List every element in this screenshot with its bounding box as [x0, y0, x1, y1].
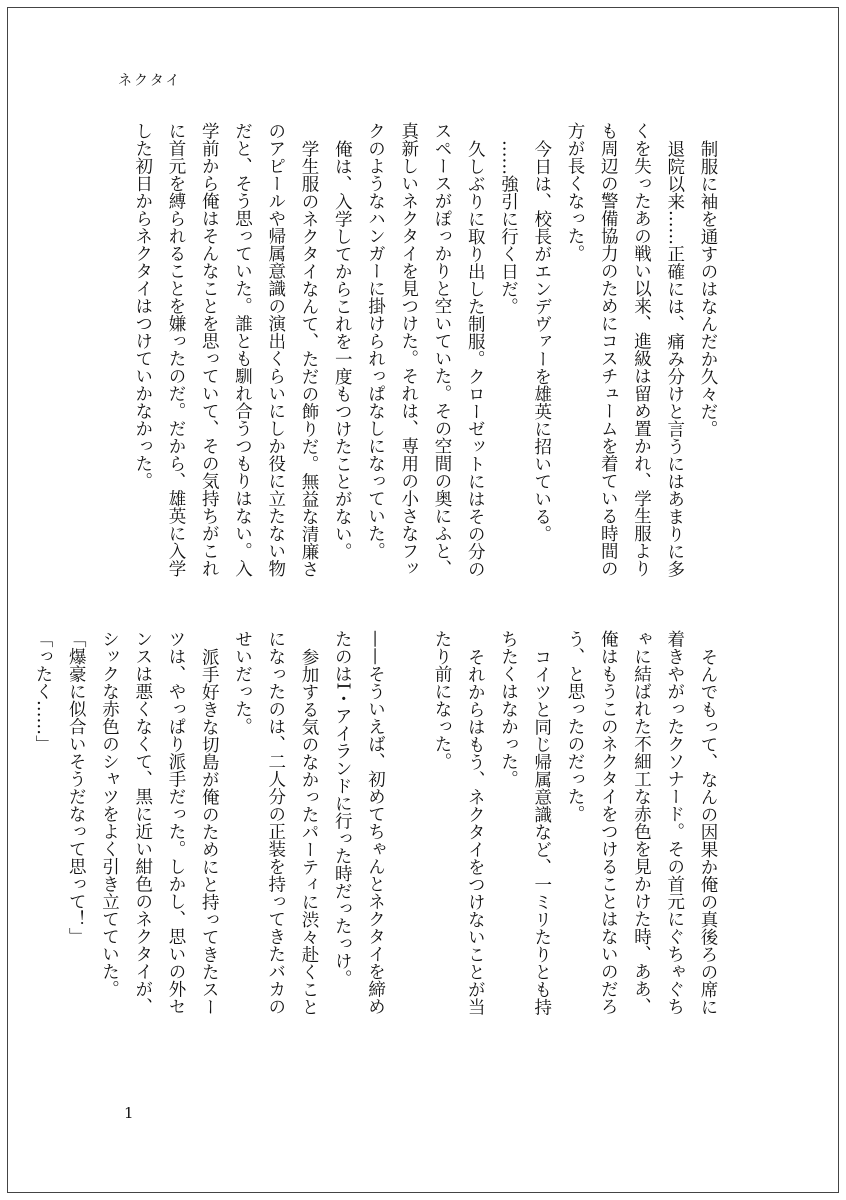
paragraph: 久しぶりに取り出した制服。クローゼットにはその分のスペースがぽっかりと空いていた。その空間の奥にふと、真新しいネクタイを見つけた。それは、専用の小さなフックのようなハンガーに掛けられっぱなしになっていた。	[365, 122, 486, 577]
paragraph: 制服に袖を通すのはなんだか久々だ。	[698, 139, 718, 437]
paragraph: 俺は、入学してからこれを一度もつけたことがない。	[332, 139, 353, 560]
upper-text-block	[112, 122, 724, 584]
paragraph: ……強引に行く日だ。	[498, 139, 519, 315]
paragraph: 今日は、校長がエンデヴァーを雄英に招いている。	[531, 139, 552, 542]
paragraph: そんでもって、なんの因果か俺の真後ろの席に着きやがったクソナード。その首元にぐちゃぐちゃに結ばれた不細工な赤色を見かけた時、ああ、俺はもうこのネクタイをつけることはないのだろう、と思ったのだった。	[565, 630, 718, 1015]
paragraph: それからはもう、ネクタイをつけないことが当たり前になった。	[432, 630, 486, 1015]
page-number: 1	[124, 1104, 134, 1122]
dialogue-line: 「爆豪に似合いそうだなって思って！」	[66, 630, 87, 945]
paragraph: コイツと同じ帰属意識など、一ミリたりとも持ちたくはなかった。	[498, 630, 552, 1015]
paragraph: 派手好きな切島が俺のためにと持ってきたスーツは、やっぱり派手だった。しかし、思いの外センスは悪くなくて、黒に近い紺色のネクタイが、シックな赤色のシャツをよく引き立てていた。	[99, 630, 220, 1015]
paragraph: ——そういえば、初めてちゃんとネクタイを締めたのはI・アイランドに行った時だったっけ。	[332, 630, 386, 1015]
lower-text-block	[33, 630, 724, 1016]
paragraph: 退院以来……正確には、痛み分けと言うにはあまりに多くを失ったあの戦い以来、進級は留め置かれ、学生服よりも周辺の警備協力のためにコスチュームを着ている時間の方が長くなった。	[565, 122, 685, 577]
dialogue-line: 「ったく……」	[33, 630, 53, 753]
blank-line	[392, 630, 425, 1016]
running-header: ネクタイ	[118, 73, 182, 89]
paragraph: 参加する気のなかったパーティに渋々赴くことになったのは、二人分の正装を持ってきたバカのせいだった。	[232, 630, 319, 1015]
paragraph: 学生服のネクタイなんて、ただの飾りだ。無益な清廉さのアピールや帰属意識の演出くらいにしか役に立たない物だと、そう思っていた。誰とも馴れ合うつもりはない。入学前から俺はそんなことを思っていて、その気持ちがこれに首元を縛られることを嫌ったのだ。だから、雄英に入学した初日からネクタイはつけていかなかった。	[132, 122, 319, 577]
